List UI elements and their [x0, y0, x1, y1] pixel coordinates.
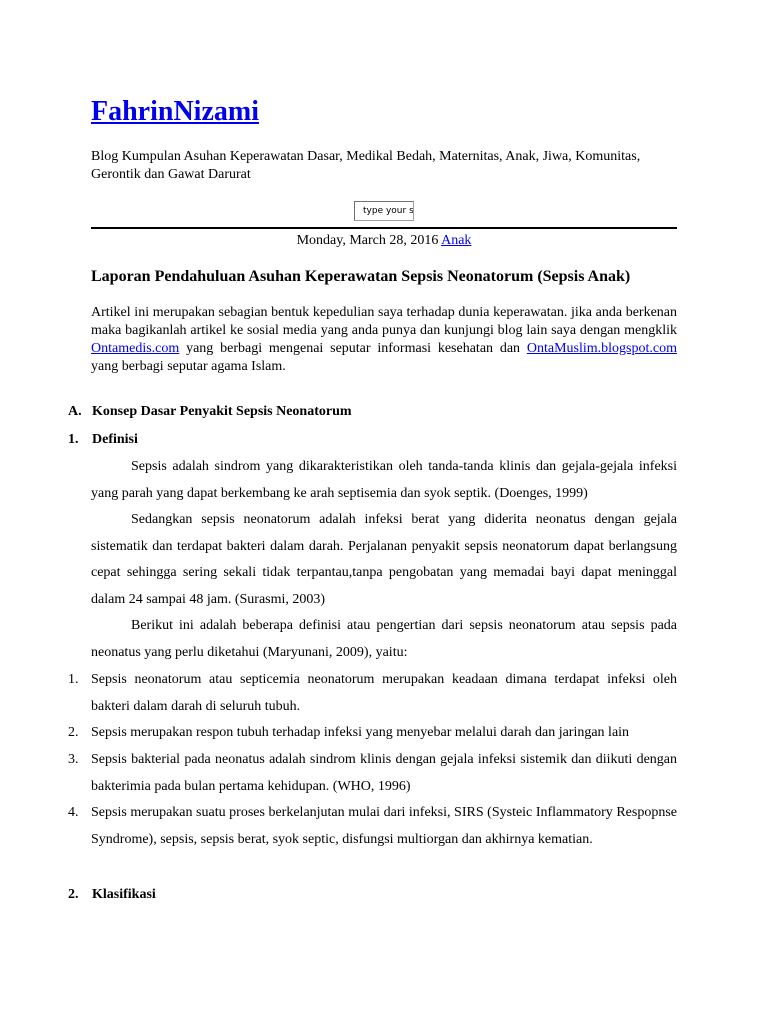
section-title: Klasifikasi	[92, 887, 156, 902]
list-item	[68, 800, 677, 853]
paragraph: Sedangkan sepsis neonatorum adalah infeksi berat yang diderita neonatus dengan gejala sistematik dan terdapat bakteri dalam darah. Perjalanan penyakit sepsis neonatorum dapat berlangsung cepat sehingga sering sekali tidak terpantau,tanpa pengobatan yang memadai bayi dapat meninggal dalam 24 sampai 48 jam. (Surasmi, 2003)	[91, 512, 677, 607]
header-divider	[91, 227, 677, 229]
intro-text-2: yang berbagi mengenai seputar informasi kesehatan dan	[179, 341, 527, 356]
section-number: A.	[68, 404, 82, 419]
list-item	[68, 720, 677, 747]
list-text: Sepsis merupakan respon tubuh terhadap infeksi yang menyebar melalui darah dan jaringan lain	[91, 725, 630, 740]
section-number: 1.	[68, 432, 79, 447]
section-title: Konsep Dasar Penyakit Sepsis Neonatorum	[92, 404, 352, 419]
list-number: 1.	[68, 672, 79, 687]
list-item	[68, 667, 677, 720]
list-text: Sepsis bakterial pada neonatus adalah sindrom klinis dengan gejala infeksi sistemik dan diikuti dengan bakterimia pada bulan pertama kehidupan. (WHO, 1996)	[91, 752, 677, 794]
post-intro	[91, 304, 677, 376]
category-link[interactable]: Anak	[441, 233, 472, 248]
section-number: 2.	[68, 887, 79, 902]
list-number: 4.	[68, 805, 79, 820]
list-item	[68, 747, 677, 800]
post-title: Laporan Pendahuluan Asuhan Keperawatan Sepsis Neonatorum (Sepsis Anak)	[91, 268, 631, 285]
list-number: 3.	[68, 752, 79, 767]
intro-text-3: yang berbagi seputar agama Islam.	[91, 359, 286, 374]
paragraph: Sepsis adalah sindrom yang dikarakteristikan oleh tanda-tanda klinis dan gejala-gejala infeksi yang parah yang dapat berkembang ke arah septisemia dan syok septik. (Doenges, 1999)	[91, 459, 677, 501]
post-date: Monday, March 28, 2016	[296, 233, 439, 248]
blog-tagline: Blog Kumpulan Asuhan Keperawatan Dasar, Medikal Bedah, Maternitas, Anak, Jiwa, Komunitas, Gerontik dan Gawat Darurat	[91, 149, 641, 182]
blog-title	[91, 94, 259, 130]
blog-title-link[interactable]: FahrinNizami	[91, 96, 259, 127]
ontamuslim-link[interactable]: OntaMuslim.blogspot.com	[526, 341, 677, 356]
list-number: 2.	[68, 725, 79, 740]
intro-text-1: Artikel ini merupakan sebagian bentuk kepedulian saya terhadap dunia keperawatan. jika anda berkenan maka bagikanlah artikel ke sosial media yang anda punya dan kunjungi blog lain saya dengan mengklik	[91, 305, 677, 338]
section-title: Definisi	[92, 432, 138, 447]
list-text: Sepsis neonatorum atau septicemia neonatorum merupakan keadaan dimana terdapat infeksi oleh bakteri dalam darah di seluruh tubuh.	[91, 672, 677, 714]
search-input[interactable]	[354, 201, 414, 221]
section-heading-a	[68, 403, 352, 421]
post-dateline	[91, 232, 677, 250]
list-text: Sepsis merupakan suatu proses berkelanjutan mulai dari infeksi, SIRS (Systeic Inflammatory Respopnse Syndrome), sepsis, sepsis berat, syok septic, disfungsi multiorgan dan akhirnya kematian.	[91, 805, 677, 847]
ontamedis-link[interactable]: Ontamedis.com	[91, 341, 180, 356]
section-heading-definisi	[68, 431, 138, 449]
section-heading-klasifikasi	[68, 886, 156, 904]
paragraph: Berikut ini adalah beberapa definisi atau pengertian dari sepsis neonatorum atau sepsis pada neonatus yang perlu diketahui (Maryunani, 2009), yaitu:	[91, 618, 677, 660]
